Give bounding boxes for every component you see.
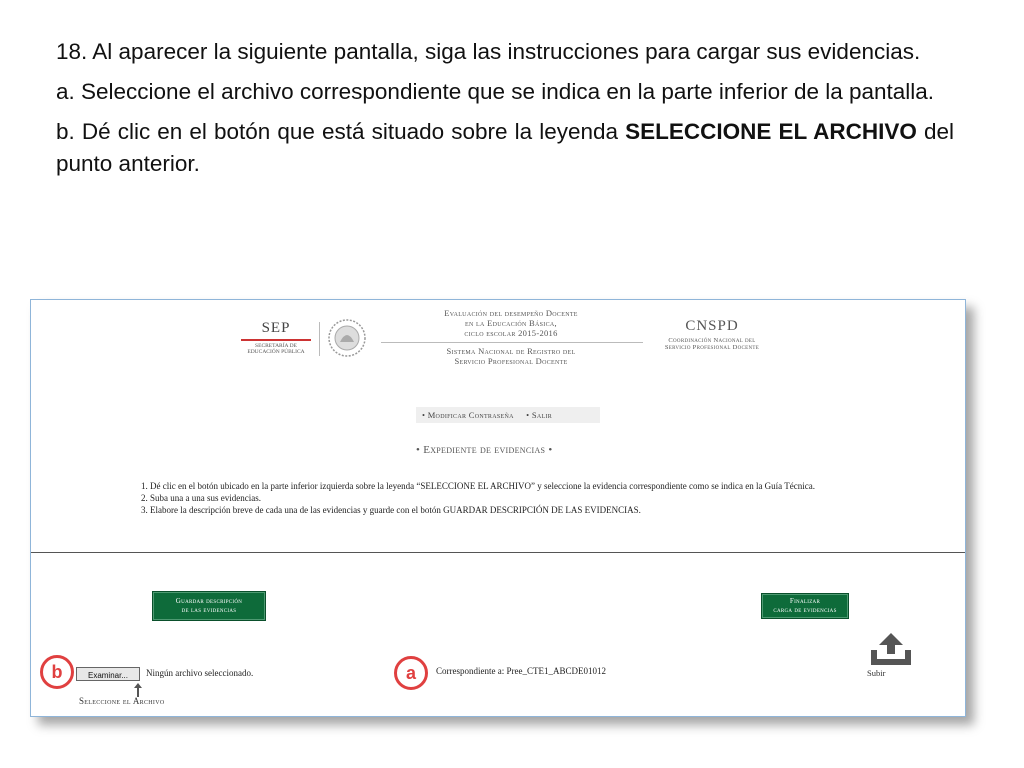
instructions-list: [141, 480, 961, 516]
upload-icon[interactable]: [869, 632, 913, 666]
sistema-line-2: Servicio Profesional Docente: [454, 356, 568, 366]
guardar-label-1: Guardar descripción: [175, 597, 243, 605]
step-18-text: 18. Al aparecer la siguiente pantalla, siga las instrucciones para cargar sus evidencias.: [56, 39, 921, 64]
up-arrow-icon: [133, 683, 143, 697]
instruction-item: 1. Dé clic en el botón ubicado en la parte inferior izquierda sobre la leyenda “SELECCIONE EL ARCHIVO” y seleccione la evidencia correspondiente como se indica en la Guía Técnica.: [141, 481, 815, 491]
step-b-pre: b. Dé clic en el botón que está situado sobre la leyenda: [56, 119, 626, 144]
examinar-button[interactable]: Examinar...: [76, 667, 140, 681]
subir-label: Subir: [867, 668, 886, 678]
finalizar-carga-button[interactable]: [761, 593, 849, 619]
cnspd-subtitle: [647, 337, 777, 351]
cnspd-line-2: Servicio Profesional Docente: [664, 344, 760, 351]
expediente-title: • Expediente de evidencias •: [416, 444, 553, 456]
mexico-seal-icon: [327, 318, 367, 358]
menu-salir[interactable]: • Salir: [526, 410, 553, 420]
step-b-post: del punto anterior.: [56, 119, 954, 176]
header-rule: [381, 342, 643, 343]
sistema-line-1: Sistema Nacional de Registro del: [446, 346, 576, 356]
seleccione-archivo-label: Seleccione el Archivo: [79, 696, 165, 706]
eval-line-3: ciclo escolar 2015-2016: [464, 328, 558, 338]
finalizar-label-2: carga de evidencias: [773, 606, 837, 614]
step-b-text: [56, 116, 954, 180]
cnspd-line-1: Coordinación Nacional del: [668, 337, 756, 344]
guardar-descripcion-button[interactable]: [152, 591, 266, 621]
file-status-text: Ningún archivo seleccionado.: [146, 668, 254, 678]
step-b-bold: SELECCIONE EL ARCHIVO: [625, 119, 917, 144]
step-a-text: a. Seleccione el archivo correspondiente que se indica en la parte inferior de la pantalla.: [56, 79, 935, 104]
top-menu: [416, 407, 600, 423]
logo-divider: [319, 322, 320, 356]
section-divider: [31, 552, 965, 553]
cnspd-logo: [647, 318, 777, 351]
correspondiente-text: Correspondiente a: Pree_CTE1_ABCDE01012: [436, 666, 606, 676]
sep-wordmark: SEP: [261, 320, 291, 336]
sep-subtitle: SECRETARÍA DE EDUCACIÓN PÚBLICA: [241, 339, 311, 355]
sistema-title: [411, 346, 611, 366]
evaluation-title: [411, 308, 611, 338]
marker-b: b: [40, 655, 74, 689]
menu-modificar-contrasena[interactable]: • Modificar Contraseña: [422, 410, 514, 420]
guardar-label-2: de las evidencias: [181, 606, 237, 614]
marker-a: a: [394, 656, 428, 690]
instruction-item: 2. Suba una a una sus evidencias.: [141, 493, 261, 503]
evidence-upload-screenshot: [30, 299, 966, 717]
instruction-item: 3. Elabore la descripción breve de cada una de las evidencias y guarde con el botón GUARDAR DESCRIPCIÓN DE LAS EVIDENCIAS.: [141, 505, 641, 515]
slide-instructions: [56, 36, 954, 188]
eval-line-1: Evaluación del desempeño Docente: [444, 308, 578, 318]
finalizar-label-1: Finalizar: [789, 597, 821, 605]
eval-line-2: en la Educación Básica,: [465, 318, 557, 328]
sep-logo: [241, 320, 311, 355]
cnspd-wordmark: CNSPD: [685, 318, 739, 334]
